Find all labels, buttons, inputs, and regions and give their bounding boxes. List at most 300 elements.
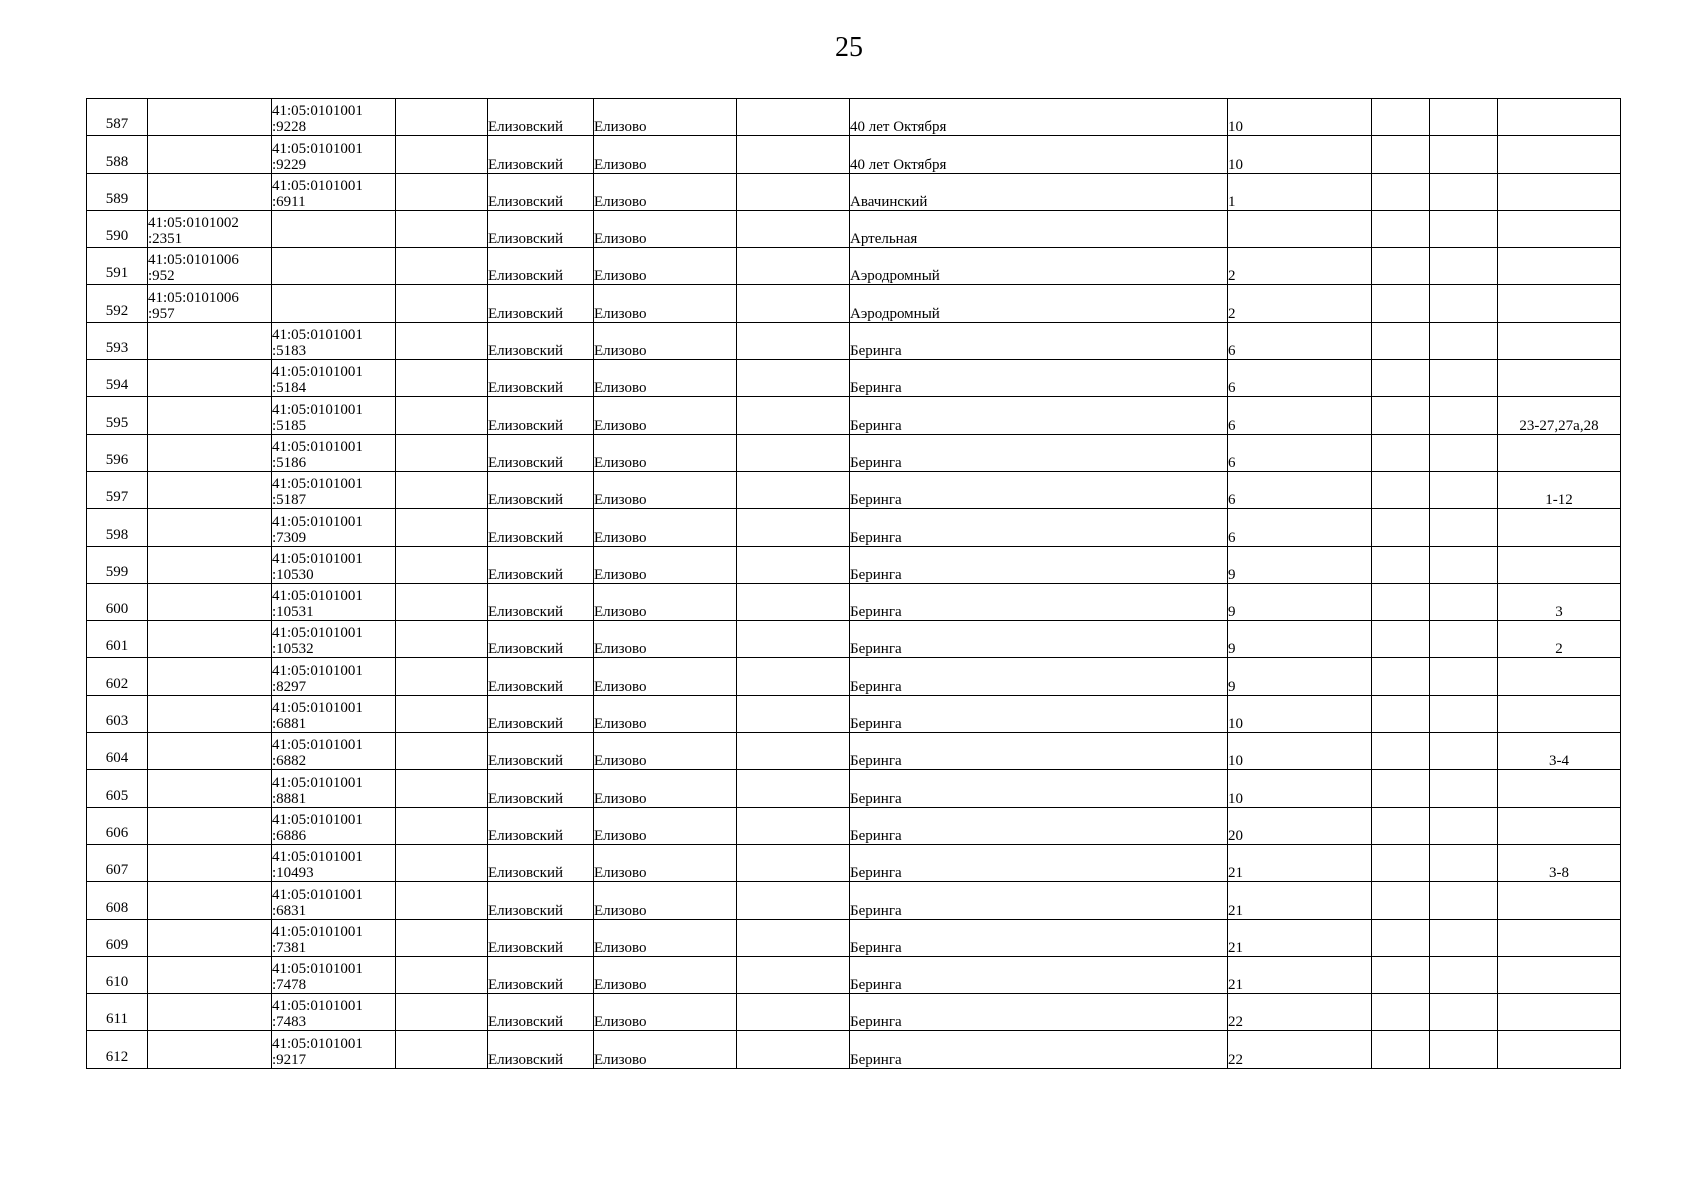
address-registry-table bbox=[86, 98, 1621, 1069]
city-cell: Елизово bbox=[594, 1031, 737, 1068]
cadastral-number-cell-a bbox=[148, 882, 272, 919]
apartment-cell bbox=[1498, 173, 1621, 210]
empty-cell bbox=[737, 99, 850, 136]
cadastral-number-cell-b bbox=[272, 844, 396, 881]
city-cell: Елизово bbox=[594, 658, 737, 695]
apartment-cell bbox=[1498, 210, 1621, 247]
cadastral-number-cell-a bbox=[148, 434, 272, 471]
empty-cell bbox=[396, 173, 488, 210]
house-cell: 10 bbox=[1228, 136, 1372, 173]
street-cell: Беринга bbox=[850, 919, 1228, 956]
cadastral-line: 41:05:0101001 bbox=[272, 998, 363, 1015]
cadastral-number-cell-a bbox=[148, 658, 272, 695]
cadastral-line: 41:05:0101001 bbox=[272, 923, 363, 940]
street-cell: Аэродромный bbox=[850, 285, 1228, 322]
row-number-cell bbox=[87, 546, 148, 583]
row-number-cell bbox=[87, 509, 148, 546]
street-cell: Беринга bbox=[850, 322, 1228, 359]
row-number: 611 bbox=[106, 1011, 128, 1028]
empty-cell bbox=[1430, 919, 1498, 956]
empty-cell bbox=[1430, 695, 1498, 732]
cadastral-number-cell-b bbox=[272, 695, 396, 732]
empty-cell bbox=[737, 546, 850, 583]
house-cell: 21 bbox=[1228, 882, 1372, 919]
street-cell: Беринга bbox=[850, 733, 1228, 770]
street-cell: Беринга bbox=[850, 546, 1228, 583]
empty-cell bbox=[1372, 546, 1430, 583]
empty-cell bbox=[1430, 471, 1498, 508]
empty-cell bbox=[396, 99, 488, 136]
row-number-cell bbox=[87, 621, 148, 658]
table-row bbox=[87, 546, 1621, 583]
row-number: 609 bbox=[105, 936, 129, 953]
cadastral-number-cell-b bbox=[272, 956, 396, 993]
empty-cell bbox=[1372, 621, 1430, 658]
empty-cell bbox=[396, 956, 488, 993]
row-number: 601 bbox=[105, 638, 129, 655]
empty-cell bbox=[1430, 99, 1498, 136]
cadastral-line: 41:05:0101001 bbox=[272, 438, 363, 455]
house-cell: 9 bbox=[1228, 546, 1372, 583]
city-cell: Елизово bbox=[594, 621, 737, 658]
cadastral-line: :6831 bbox=[272, 902, 307, 919]
cadastral-line: 41:05:0101002 bbox=[148, 215, 239, 232]
cadastral-line: :5184 bbox=[272, 380, 307, 397]
cadastral-number-cell-a bbox=[148, 956, 272, 993]
empty-cell bbox=[737, 733, 850, 770]
cadastral-number-cell-b bbox=[272, 1031, 396, 1068]
row-number-cell bbox=[87, 844, 148, 881]
row-number: 592 bbox=[105, 302, 129, 319]
cadastral-number-cell-b bbox=[272, 248, 396, 285]
city-cell: Елизово bbox=[594, 210, 737, 247]
empty-cell bbox=[1430, 210, 1498, 247]
cadastral-line: 41:05:0101001 bbox=[272, 849, 363, 866]
cadastral-line: 41:05:0101001 bbox=[272, 476, 363, 493]
row-number-cell bbox=[87, 360, 148, 397]
cadastral-number-cell-b bbox=[272, 285, 396, 322]
cadastral-line: :957 bbox=[148, 305, 175, 322]
district-cell: Елизовский bbox=[488, 658, 594, 695]
row-number-cell bbox=[87, 994, 148, 1031]
cadastral-number-cell-a bbox=[148, 285, 272, 322]
city-cell: Елизово bbox=[594, 322, 737, 359]
empty-cell bbox=[1372, 583, 1430, 620]
table-row bbox=[87, 621, 1621, 658]
table-row bbox=[87, 770, 1621, 807]
cadastral-number-cell-b bbox=[272, 99, 396, 136]
cadastral-number-cell-b bbox=[272, 434, 396, 471]
cadastral-line: 41:05:0101001 bbox=[272, 625, 363, 642]
district-cell: Елизовский bbox=[488, 322, 594, 359]
street-cell: Беринга bbox=[850, 434, 1228, 471]
empty-cell bbox=[396, 360, 488, 397]
cadastral-line: :5186 bbox=[272, 454, 307, 471]
row-number: 588 bbox=[105, 153, 129, 170]
row-number: 587 bbox=[105, 116, 129, 133]
cadastral-number-cell-b bbox=[272, 583, 396, 620]
cadastral-number-cell-b bbox=[272, 509, 396, 546]
empty-cell bbox=[737, 1031, 850, 1068]
cadastral-line: 41:05:0101001 bbox=[272, 364, 363, 381]
empty-cell bbox=[1372, 956, 1430, 993]
empty-cell bbox=[396, 509, 488, 546]
cadastral-line: :7309 bbox=[272, 529, 307, 546]
row-number: 593 bbox=[105, 340, 129, 357]
empty-cell bbox=[1430, 322, 1498, 359]
empty-cell bbox=[396, 397, 488, 434]
row-number-cell bbox=[87, 807, 148, 844]
street-cell: Аэродромный bbox=[850, 248, 1228, 285]
city-cell: Елизово bbox=[594, 360, 737, 397]
table-row bbox=[87, 397, 1621, 434]
cadastral-line: 41:05:0101001 bbox=[272, 550, 363, 567]
empty-cell bbox=[1372, 1031, 1430, 1068]
empty-cell bbox=[737, 919, 850, 956]
empty-cell bbox=[396, 621, 488, 658]
cadastral-number-cell-a bbox=[148, 248, 272, 285]
cadastral-number-cell-a bbox=[148, 136, 272, 173]
apartment-cell bbox=[1498, 99, 1621, 136]
empty-cell bbox=[737, 882, 850, 919]
empty-cell bbox=[737, 844, 850, 881]
house-cell: 1 bbox=[1228, 173, 1372, 210]
apartment-cell: 3 bbox=[1498, 583, 1621, 620]
empty-cell bbox=[1372, 994, 1430, 1031]
cadastral-number-cell-a bbox=[148, 770, 272, 807]
empty-cell bbox=[1372, 695, 1430, 732]
street-cell: Беринга bbox=[850, 770, 1228, 807]
empty-cell bbox=[396, 285, 488, 322]
empty-cell bbox=[1372, 173, 1430, 210]
empty-cell bbox=[396, 1031, 488, 1068]
empty-cell bbox=[1372, 360, 1430, 397]
empty-cell bbox=[396, 248, 488, 285]
row-number: 604 bbox=[105, 750, 129, 767]
row-number: 598 bbox=[105, 526, 129, 543]
cadastral-number-cell-b bbox=[272, 360, 396, 397]
street-cell: Беринга bbox=[850, 882, 1228, 919]
empty-cell bbox=[1372, 434, 1430, 471]
table-row bbox=[87, 173, 1621, 210]
table-row bbox=[87, 807, 1621, 844]
empty-cell bbox=[396, 583, 488, 620]
cadastral-number-cell-b bbox=[272, 733, 396, 770]
empty-cell bbox=[396, 733, 488, 770]
cadastral-number-cell-b bbox=[272, 546, 396, 583]
table-row bbox=[87, 360, 1621, 397]
empty-cell bbox=[1430, 434, 1498, 471]
empty-cell bbox=[1372, 285, 1430, 322]
house-cell: 21 bbox=[1228, 844, 1372, 881]
cadastral-number-cell-b bbox=[272, 173, 396, 210]
row-number: 597 bbox=[105, 489, 129, 506]
empty-cell bbox=[1372, 658, 1430, 695]
cadastral-number-cell-a bbox=[148, 322, 272, 359]
row-number: 589 bbox=[105, 190, 129, 207]
district-cell: Елизовский bbox=[488, 546, 594, 583]
house-cell: 21 bbox=[1228, 956, 1372, 993]
city-cell: Елизово bbox=[594, 471, 737, 508]
cadastral-number-cell-b bbox=[272, 807, 396, 844]
apartment-cell: 1-12 bbox=[1498, 471, 1621, 508]
empty-cell bbox=[1372, 882, 1430, 919]
cadastral-line: :5185 bbox=[272, 417, 307, 434]
empty-cell bbox=[737, 994, 850, 1031]
table-row bbox=[87, 248, 1621, 285]
house-cell: 2 bbox=[1228, 248, 1372, 285]
table-row bbox=[87, 434, 1621, 471]
city-cell: Елизово bbox=[594, 136, 737, 173]
cadastral-number-cell-a bbox=[148, 994, 272, 1031]
cadastral-number-cell-b bbox=[272, 471, 396, 508]
empty-cell bbox=[1430, 285, 1498, 322]
city-cell: Елизово bbox=[594, 695, 737, 732]
row-number-cell bbox=[87, 99, 148, 136]
district-cell: Елизовский bbox=[488, 583, 594, 620]
empty-cell bbox=[737, 397, 850, 434]
apartment-cell bbox=[1498, 1031, 1621, 1068]
district-cell: Елизовский bbox=[488, 807, 594, 844]
empty-cell bbox=[1372, 509, 1430, 546]
table-row bbox=[87, 583, 1621, 620]
cadastral-number-cell-a bbox=[148, 173, 272, 210]
table-row bbox=[87, 210, 1621, 247]
empty-cell bbox=[1430, 509, 1498, 546]
cadastral-line: 41:05:0101001 bbox=[272, 327, 363, 344]
empty-cell bbox=[737, 583, 850, 620]
city-cell: Елизово bbox=[594, 807, 737, 844]
row-number-cell bbox=[87, 397, 148, 434]
table-row bbox=[87, 322, 1621, 359]
district-cell: Елизовский bbox=[488, 994, 594, 1031]
cadastral-line: :10532 bbox=[272, 641, 314, 658]
city-cell: Елизово bbox=[594, 434, 737, 471]
empty-cell bbox=[1372, 136, 1430, 173]
house-cell: 6 bbox=[1228, 322, 1372, 359]
street-cell: 40 лет Октября bbox=[850, 99, 1228, 136]
cadastral-number-cell-b bbox=[272, 882, 396, 919]
apartment-cell bbox=[1498, 285, 1621, 322]
house-cell: 6 bbox=[1228, 360, 1372, 397]
cadastral-number-cell-a bbox=[148, 397, 272, 434]
district-cell: Елизовский bbox=[488, 919, 594, 956]
row-number: 608 bbox=[105, 899, 129, 916]
empty-cell bbox=[1372, 770, 1430, 807]
empty-cell bbox=[1430, 360, 1498, 397]
cadastral-line: 41:05:0101001 bbox=[272, 1035, 363, 1052]
empty-cell bbox=[737, 509, 850, 546]
district-cell: Елизовский bbox=[488, 621, 594, 658]
empty-cell bbox=[737, 471, 850, 508]
page-number: 25 bbox=[835, 32, 863, 63]
cadastral-number-cell-b bbox=[272, 397, 396, 434]
house-cell: 6 bbox=[1228, 434, 1372, 471]
cadastral-line: :5187 bbox=[272, 492, 307, 509]
apartment-cell bbox=[1498, 770, 1621, 807]
street-cell: Авачинский bbox=[850, 173, 1228, 210]
empty-cell bbox=[737, 770, 850, 807]
empty-cell bbox=[396, 136, 488, 173]
row-number: 605 bbox=[105, 787, 129, 804]
row-number-cell bbox=[87, 658, 148, 695]
house-cell: 9 bbox=[1228, 583, 1372, 620]
district-cell: Елизовский bbox=[488, 136, 594, 173]
empty-cell bbox=[1430, 173, 1498, 210]
cadastral-number-cell-a bbox=[148, 583, 272, 620]
row-number-cell bbox=[87, 919, 148, 956]
cadastral-number-cell-b bbox=[272, 994, 396, 1031]
empty-cell bbox=[1430, 248, 1498, 285]
row-number-cell bbox=[87, 733, 148, 770]
row-number-cell bbox=[87, 770, 148, 807]
empty-cell bbox=[737, 322, 850, 359]
table-row bbox=[87, 919, 1621, 956]
empty-cell bbox=[1430, 844, 1498, 881]
table-row bbox=[87, 956, 1621, 993]
apartment-cell: 3-8 bbox=[1498, 844, 1621, 881]
cadastral-number-cell-a bbox=[148, 210, 272, 247]
street-cell: Беринга bbox=[850, 471, 1228, 508]
row-number: 600 bbox=[105, 601, 129, 618]
cadastral-line: 41:05:0101001 bbox=[272, 401, 363, 418]
district-cell: Елизовский bbox=[488, 509, 594, 546]
district-cell: Елизовский bbox=[488, 360, 594, 397]
row-number-cell bbox=[87, 695, 148, 732]
street-cell: Беринга bbox=[850, 956, 1228, 993]
apartment-cell bbox=[1498, 956, 1621, 993]
row-number: 591 bbox=[105, 265, 129, 282]
row-number-cell bbox=[87, 173, 148, 210]
cadastral-line: :6882 bbox=[272, 753, 307, 770]
cadastral-line: :6886 bbox=[272, 827, 307, 844]
empty-cell bbox=[737, 658, 850, 695]
empty-cell bbox=[396, 658, 488, 695]
empty-cell bbox=[737, 210, 850, 247]
row-number-cell bbox=[87, 583, 148, 620]
empty-cell bbox=[1372, 471, 1430, 508]
row-number-cell bbox=[87, 1031, 148, 1068]
city-cell: Елизово bbox=[594, 546, 737, 583]
street-cell: Беринга bbox=[850, 994, 1228, 1031]
house-cell: 9 bbox=[1228, 621, 1372, 658]
apartment-cell bbox=[1498, 695, 1621, 732]
cadastral-line: 41:05:0101001 bbox=[272, 886, 363, 903]
district-cell: Елизовский bbox=[488, 99, 594, 136]
city-cell: Елизово bbox=[594, 173, 737, 210]
empty-cell bbox=[1372, 210, 1430, 247]
apartment-cell: 2 bbox=[1498, 621, 1621, 658]
cadastral-line: 41:05:0101006 bbox=[148, 252, 239, 269]
empty-cell bbox=[1372, 807, 1430, 844]
cadastral-line: :952 bbox=[148, 268, 175, 285]
table-row bbox=[87, 658, 1621, 695]
house-cell: 9 bbox=[1228, 658, 1372, 695]
cadastral-line: 41:05:0101001 bbox=[272, 961, 363, 978]
empty-cell bbox=[737, 621, 850, 658]
cadastral-line: :10531 bbox=[272, 604, 314, 621]
cadastral-line: :7478 bbox=[272, 977, 307, 994]
cadastral-line: 41:05:0101001 bbox=[272, 177, 363, 194]
row-number: 590 bbox=[105, 228, 129, 245]
district-cell: Елизовский bbox=[488, 471, 594, 508]
empty-cell bbox=[1430, 136, 1498, 173]
house-cell: 2 bbox=[1228, 285, 1372, 322]
street-cell: 40 лет Октября bbox=[850, 136, 1228, 173]
cadastral-line: :6881 bbox=[272, 716, 307, 733]
row-number: 607 bbox=[105, 862, 129, 879]
cadastral-number-cell-b bbox=[272, 621, 396, 658]
row-number-cell bbox=[87, 248, 148, 285]
table-row bbox=[87, 136, 1621, 173]
row-number-cell bbox=[87, 882, 148, 919]
empty-cell bbox=[737, 248, 850, 285]
empty-cell bbox=[737, 173, 850, 210]
cadastral-line: 41:05:0101006 bbox=[148, 289, 239, 306]
empty-cell bbox=[1430, 807, 1498, 844]
district-cell: Елизовский bbox=[488, 210, 594, 247]
row-number-cell bbox=[87, 210, 148, 247]
district-cell: Елизовский bbox=[488, 882, 594, 919]
empty-cell bbox=[396, 434, 488, 471]
empty-cell bbox=[396, 994, 488, 1031]
row-number: 596 bbox=[105, 451, 129, 468]
cadastral-line: :9228 bbox=[272, 119, 307, 136]
cadastral-line: 41:05:0101001 bbox=[272, 140, 363, 157]
empty-cell bbox=[1372, 322, 1430, 359]
cadastral-number-cell-a bbox=[148, 360, 272, 397]
city-cell: Елизово bbox=[594, 844, 737, 881]
house-cell: 6 bbox=[1228, 471, 1372, 508]
empty-cell bbox=[1430, 397, 1498, 434]
apartment-cell bbox=[1498, 322, 1621, 359]
empty-cell bbox=[1430, 583, 1498, 620]
city-cell: Елизово bbox=[594, 397, 737, 434]
apartment-cell bbox=[1498, 248, 1621, 285]
cadastral-number-cell-a bbox=[148, 919, 272, 956]
table-row bbox=[87, 844, 1621, 881]
cadastral-line: 41:05:0101001 bbox=[272, 513, 363, 530]
street-cell: Беринга bbox=[850, 397, 1228, 434]
empty-cell bbox=[396, 807, 488, 844]
empty-cell bbox=[1372, 844, 1430, 881]
empty-cell bbox=[737, 695, 850, 732]
table-row bbox=[87, 733, 1621, 770]
cadastral-line: :7381 bbox=[272, 939, 307, 956]
empty-cell bbox=[1372, 248, 1430, 285]
apartment-cell bbox=[1498, 807, 1621, 844]
table-row bbox=[87, 285, 1621, 322]
cadastral-line: 41:05:0101001 bbox=[272, 662, 363, 679]
cadastral-line: 41:05:0101001 bbox=[272, 774, 363, 791]
row-number: 602 bbox=[105, 675, 129, 692]
street-cell: Беринга bbox=[850, 844, 1228, 881]
cadastral-line: 41:05:0101001 bbox=[272, 737, 363, 754]
empty-cell bbox=[396, 844, 488, 881]
cadastral-line: :8297 bbox=[272, 678, 307, 695]
empty-cell bbox=[737, 136, 850, 173]
district-cell: Елизовский bbox=[488, 695, 594, 732]
cadastral-number-cell-b bbox=[272, 210, 396, 247]
cadastral-line: :10530 bbox=[272, 566, 314, 583]
house-cell: 10 bbox=[1228, 770, 1372, 807]
empty-cell bbox=[737, 360, 850, 397]
district-cell: Елизовский bbox=[488, 248, 594, 285]
district-cell: Елизовский bbox=[488, 285, 594, 322]
cadastral-line: :2351 bbox=[148, 231, 183, 248]
empty-cell bbox=[1372, 919, 1430, 956]
house-cell: 22 bbox=[1228, 994, 1372, 1031]
